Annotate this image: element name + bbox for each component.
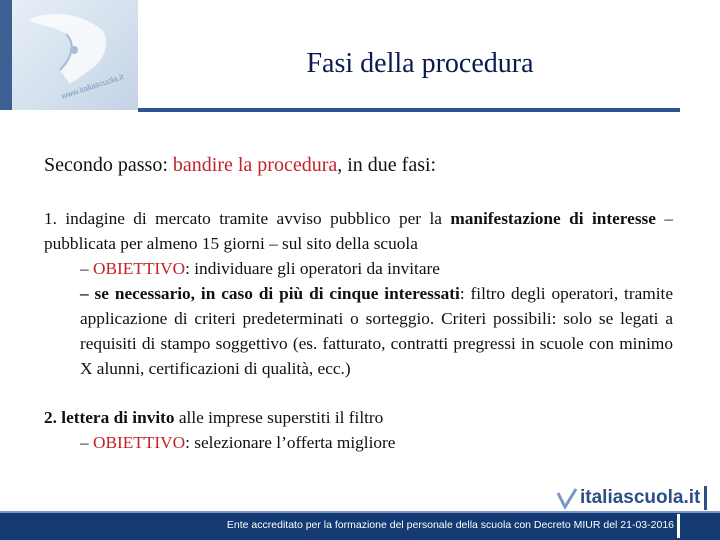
intro-highlight: bandire la procedura (172, 154, 338, 176)
brand-tld: .it (683, 487, 701, 508)
logo-watermark-text: www.italiascuola.it (60, 72, 125, 101)
intro-prefix: Secondo passo: (44, 154, 173, 176)
slide-title: Fasi della procedura (306, 48, 534, 79)
footer-stripe (0, 511, 720, 513)
point-two-objective (80, 430, 673, 455)
slide-body (44, 150, 673, 455)
point-one (44, 206, 673, 256)
objective-label: OBIETTIVO (92, 433, 186, 452)
corner-logo-watermark (0, 0, 138, 110)
intro-suffix: , in due fasi: (337, 154, 437, 176)
brand-tick (704, 486, 707, 510)
objective-text: : selezionare l’offerta migliore (185, 433, 396, 452)
point-one-rest: – pubblicata per almeno 15 giorni – sul sito della scuola (44, 209, 673, 253)
intro-line (44, 150, 673, 180)
brand-name: italiascuola (580, 487, 684, 508)
footer-bar (0, 511, 720, 540)
objective-label: OBIETTIVO (92, 259, 186, 278)
footer-tick (677, 514, 680, 538)
filter-text: : filtro degli operatori, tramite applicazione di criteri predeterminati o sorteggio. Criteri possibili: solo se legati a requisiti di stampo soggettivo (es. fatturato, contratti pregressi in scuole con minimo X alunni, certificazioni di qualità, ecc.) (80, 284, 673, 378)
point-one-bold: manifestazione di interesse (450, 209, 656, 228)
brand-swoosh-icon (556, 487, 578, 509)
objective-dash: – (80, 259, 93, 278)
point-two-rest: alle imprese superstiti il filtro (174, 408, 384, 427)
objective-dash: – (80, 433, 93, 452)
title-divider (138, 108, 680, 112)
brand-logo (556, 484, 707, 512)
footer-caption: Ente accreditato per la formazione del personale della scuola con Decreto MIUR del 21-03-2016 (226, 519, 674, 531)
point-one-lead: 1. indagine di mercato tramite avviso pubblico per la (44, 209, 451, 228)
point-two (44, 405, 673, 430)
objective-text: : individuare gli operatori da invitare (185, 259, 440, 278)
point-one-filter (80, 281, 673, 381)
point-two-bold: 2. lettera di invito (44, 408, 175, 427)
point-one-objective (80, 256, 673, 281)
filter-bold: – se necessario, in caso di più di cinque interessati (80, 284, 460, 303)
